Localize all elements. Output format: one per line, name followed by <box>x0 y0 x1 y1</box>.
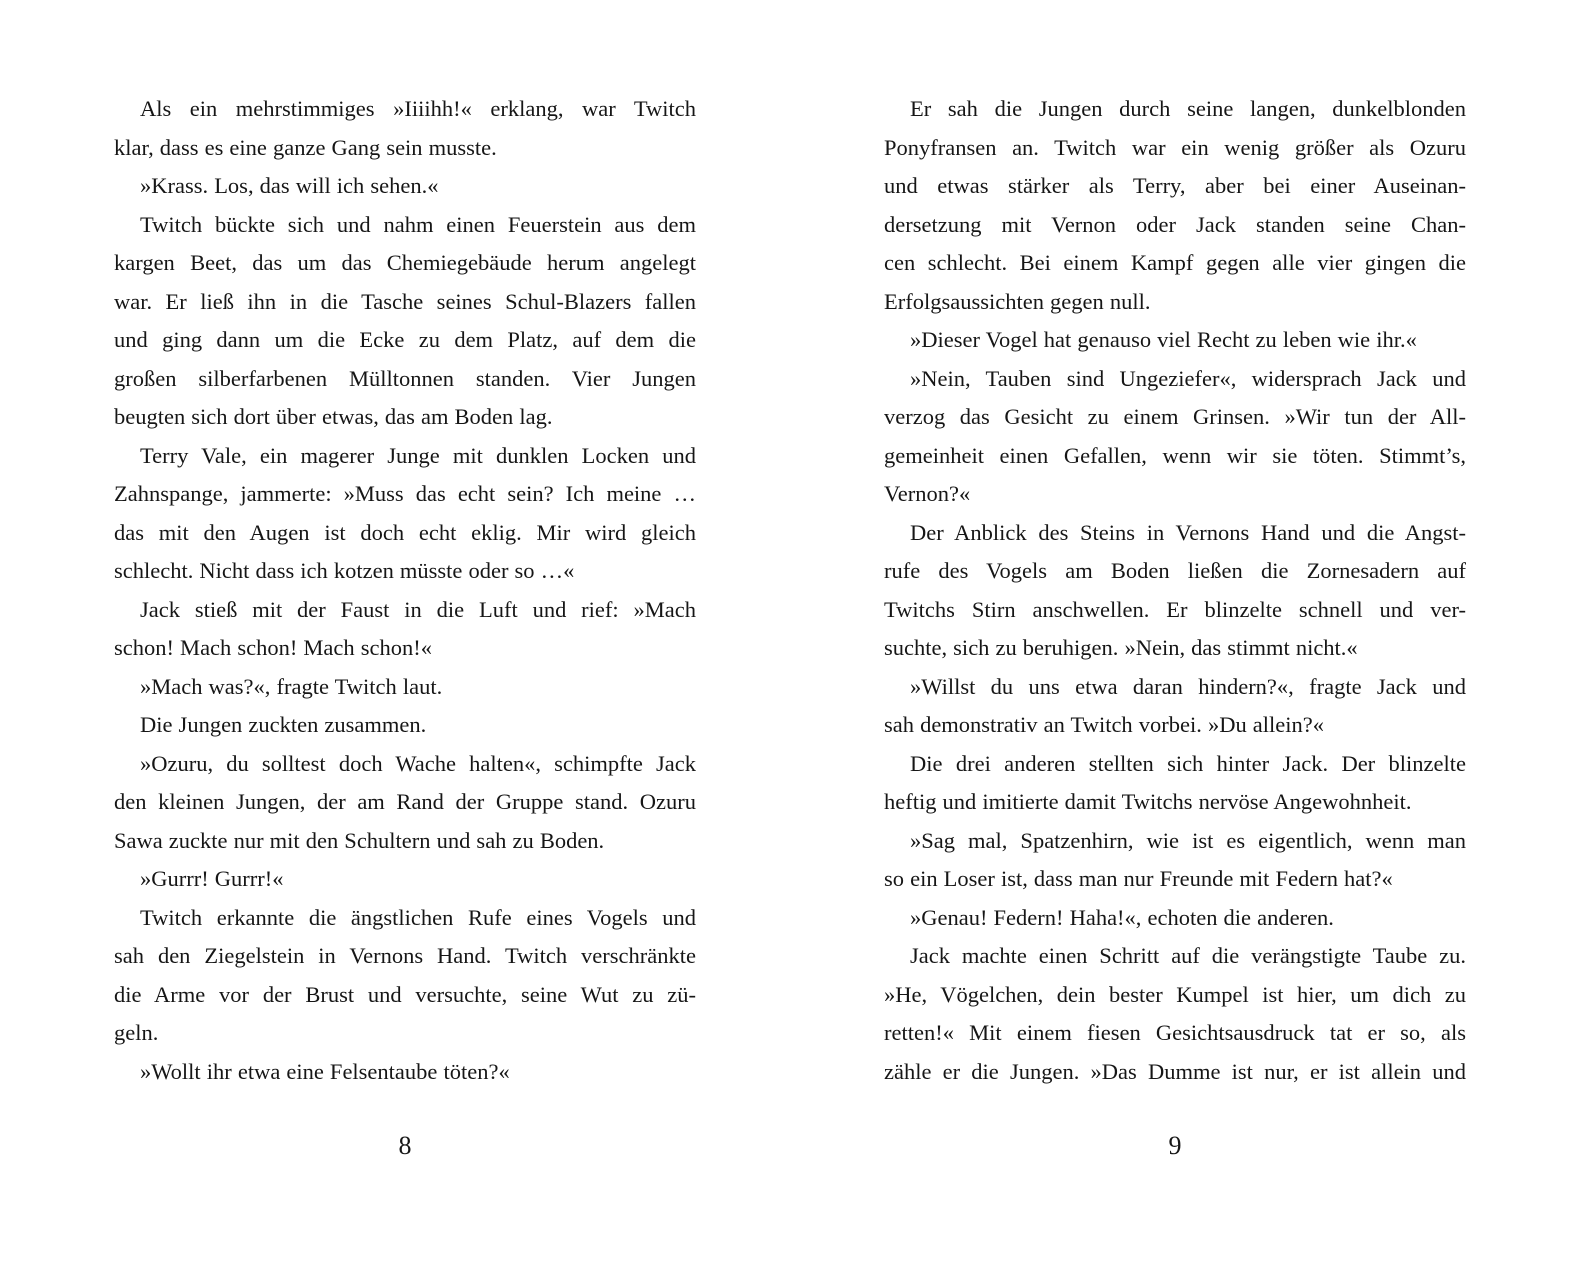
text-line: schon! Mach schon! Mach schon!« <box>114 635 432 660</box>
text-line: Erfolgsaussichten gegen null. <box>884 288 1151 314</box>
text-line: großen silberfarbenen Mülltonnen standen. Vier Jungen <box>114 365 696 391</box>
text-line: gemeinheit einen Gefallen, wenn wir sie töten. Stimmt’s, <box>884 442 1466 468</box>
text-line: »Nein, Tauben sind Ungeziefer«, widersprach Jack und <box>910 365 1466 391</box>
text-line: das mit den Augen ist doch echt eklig. Mir wird gleich <box>114 519 696 545</box>
text-line: »Gurrr! Gurrr!« <box>140 866 284 891</box>
text-line: heftig und imitierte damit Twitchs nervöse Angewohnheit. <box>884 789 1412 814</box>
text-line: dersetzung mit Vernon oder Jack standen seine Chan- <box>884 211 1466 237</box>
text-line: zähle er die Jungen. »Das Dumme ist nur, er ist allein und <box>884 1058 1466 1084</box>
text-line: Twitch bückte sich und nahm einen Feuerstein aus dem <box>140 211 696 237</box>
text-line: sah demonstrativ an Twitch vorbei. »Du allein?« <box>884 712 1324 737</box>
text-line: »Willst du uns etwa daran hindern?«, fragte Jack und <box>910 673 1466 699</box>
text-line: suchte, sich zu beruhigen. »Nein, das stimmt nicht.« <box>884 635 1358 660</box>
text-line: Er sah die Jungen durch seine langen, dunkelblonden <box>910 96 1466 121</box>
text-line: Die Jungen zuckten zusammen. <box>140 712 427 737</box>
text-line: cen schlecht. Bei einem Kampf gegen alle vier gingen die <box>884 250 1466 275</box>
text-line: Der Anblick des Steins in Vernons Hand und die Angst- <box>910 519 1466 545</box>
text-line: verzog das Gesicht zu einem Grinsen. »Wir tun der All- <box>884 404 1466 429</box>
text-line: Die drei anderen stellten sich hinter Jack. Der blinzelte <box>910 750 1466 776</box>
text-line: schlecht. Nicht dass ich kotzen müsste oder so …« <box>114 558 575 583</box>
text-line: Jack machte einen Schritt auf die verängstigte Taube zu. <box>910 943 1466 968</box>
text-line: Jack stieß mit der Faust in die Luft und rief: »Mach <box>140 596 696 622</box>
text-line: »Ozuru, du solltest doch Wache halten«, schimpfte Jack <box>140 750 696 776</box>
text-line: klar, dass es eine ganze Gang sein musste. <box>114 134 497 160</box>
text-line: und etwas stärker als Terry, aber bei einer Auseinan- <box>884 173 1466 198</box>
text-line: den kleinen Jungen, der am Rand der Gruppe stand. Ozuru <box>114 789 696 814</box>
text-line: Terry Vale, ein magerer Junge mit dunklen Locken und <box>140 442 696 468</box>
text-line: »Genau! Federn! Haha!«, echoten die anderen. <box>910 904 1334 930</box>
text-line: Vernon?« <box>884 481 971 506</box>
text-line: »Mach was?«, fragte Twitch laut. <box>140 673 443 699</box>
page-right-number: 9 <box>1168 1131 1182 1160</box>
page-left-number: 8 <box>398 1131 412 1160</box>
text-line: beugten sich dort über etwas, das am Boden lag. <box>114 404 553 429</box>
text-line: die Arme vor der Brust und versuchte, seine Wut zu zü- <box>114 981 696 1007</box>
text-line: retten!« Mit einem fiesen Gesichtsausdruck tat er so, als <box>884 1020 1466 1045</box>
page-left-text-block <box>114 90 696 1091</box>
text-line: »Wollt ihr etwa eine Felsentaube töten?« <box>140 1058 510 1084</box>
text-line: sah den Ziegelstein in Vernons Hand. Twitch verschränkte <box>114 943 696 968</box>
text-line: »Sag mal, Spatzenhirn, wie ist es eigentlich, wenn man <box>910 827 1466 853</box>
text-line: und ging dann um die Ecke zu dem Platz, auf dem die <box>114 327 696 352</box>
text-line: Als ein mehrstimmiges »Iiiihh!« erklang, war Twitch <box>140 96 696 121</box>
text-line: Ponyfransen an. Twitch war ein wenig größer als Ozuru <box>884 134 1466 160</box>
text-line: so ein Loser ist, dass man nur Freunde mit Federn hat?« <box>884 866 1393 891</box>
page-right-text-block <box>884 90 1466 1091</box>
text-line: rufe des Vogels am Boden ließen die Zornesadern auf <box>884 558 1466 583</box>
text-line: »Dieser Vogel hat genauso viel Recht zu leben wie ihr.« <box>910 327 1417 352</box>
text-line: Sawa zuckte nur mit den Schultern und sah zu Boden. <box>114 827 605 853</box>
text-line: »He, Vögelchen, dein bester Kumpel ist hier, um dich zu <box>884 981 1466 1007</box>
text-line: Twitch erkannte die ängstlichen Rufe eines Vogels und <box>140 904 696 930</box>
text-line: Twitchs Stirn anschwellen. Er blinzelte schnell und ver- <box>884 596 1466 622</box>
text-line: Zahnspange, jammerte: »Muss das echt sein? Ich meine … <box>114 481 696 506</box>
text-line: geln. <box>114 1020 159 1045</box>
text-line: war. Er ließ ihn in die Tasche seines Schul-Blazers fallen <box>114 288 696 314</box>
text-line: kargen Beet, das um das Chemiegebäude herum angelegt <box>114 250 696 275</box>
text-line: »Krass. Los, das will ich sehen.« <box>140 173 439 198</box>
